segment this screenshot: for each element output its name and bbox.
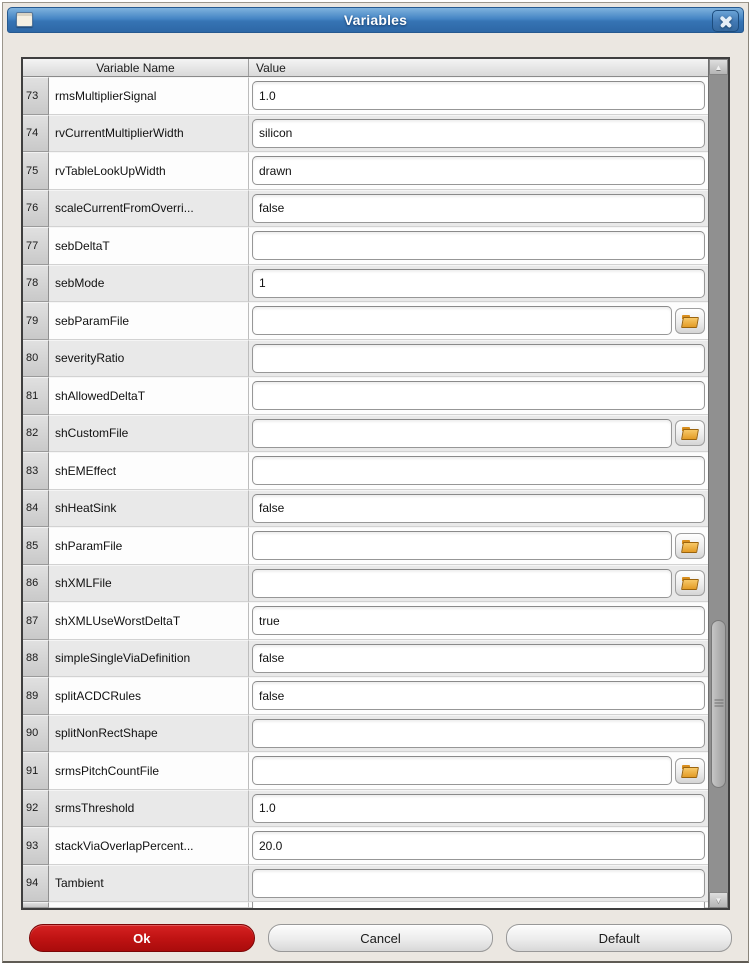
row-number: 84: [23, 490, 49, 528]
value-cell: [249, 752, 708, 790]
value-input[interactable]: [252, 419, 672, 448]
variable-name-cell: sebParamFile: [49, 302, 249, 340]
variable-name-cell: splitNonRectShape: [49, 715, 249, 753]
table-row: [23, 152, 708, 190]
scrollbar-track[interactable]: [709, 75, 728, 892]
row-number: 73: [23, 77, 49, 115]
value-input[interactable]: [252, 569, 672, 598]
value-input[interactable]: [252, 719, 705, 748]
table-row: [23, 527, 708, 565]
value-cell: [249, 490, 708, 528]
browse-file-button[interactable]: [675, 420, 705, 446]
variable-name-cell: srmsThreshold: [49, 790, 249, 828]
table-row: [23, 490, 708, 528]
value-cell: [249, 640, 708, 678]
default-button[interactable]: Default: [506, 924, 732, 952]
value-input[interactable]: [252, 902, 705, 908]
variables-dialog: [2, 2, 749, 963]
row-number: [23, 902, 49, 908]
scrollbar-thumb[interactable]: [711, 620, 726, 788]
value-input[interactable]: [252, 81, 705, 110]
value-cell: [249, 602, 708, 640]
row-number: 79: [23, 302, 49, 340]
value-cell: [249, 340, 708, 378]
value-cell: [249, 827, 708, 865]
row-number: 74: [23, 115, 49, 153]
browse-file-button[interactable]: [675, 533, 705, 559]
value-cell: [249, 227, 708, 265]
value-input[interactable]: [252, 456, 705, 485]
close-button[interactable]: [712, 10, 739, 32]
ok-button[interactable]: Ok: [29, 924, 255, 952]
dialog-footer: [29, 924, 732, 952]
row-number: 88: [23, 640, 49, 678]
table-row-partial: [23, 902, 708, 908]
value-input[interactable]: [252, 494, 705, 523]
value-cell: [249, 302, 708, 340]
row-number: 85: [23, 527, 49, 565]
variable-name-cell: severityRatio: [49, 340, 249, 378]
folder-icon: [682, 577, 698, 589]
value-input[interactable]: [252, 794, 705, 823]
variable-name-cell: sebDeltaT: [49, 227, 249, 265]
value-cell: [249, 677, 708, 715]
titlebar[interactable]: [7, 7, 744, 33]
row-number: 75: [23, 152, 49, 190]
column-header-value: Value: [256, 60, 286, 75]
scroll-down-button[interactable]: ▼: [709, 892, 728, 908]
table-row: [23, 340, 708, 378]
window-menu-icon[interactable]: [16, 12, 33, 27]
table-row: [23, 640, 708, 678]
variable-name-cell: shXMLFile: [49, 565, 249, 603]
value-input[interactable]: [252, 231, 705, 260]
row-number: 94: [23, 865, 49, 903]
value-cell: [249, 190, 708, 228]
row-number: 78: [23, 265, 49, 303]
table-row: [23, 452, 708, 490]
variable-name-cell: shAllowedDeltaT: [49, 377, 249, 415]
table-row: [23, 790, 708, 828]
value-cell: [249, 115, 708, 153]
scroll-up-button[interactable]: ▲: [709, 59, 728, 75]
table-row: [23, 377, 708, 415]
variable-name-cell: simpleSingleViaDefinition: [49, 640, 249, 678]
variable-name-cell: shXMLUseWorstDeltaT: [49, 602, 249, 640]
row-number: 83: [23, 452, 49, 490]
scrollbar-grip-icon: [714, 700, 723, 709]
row-number: 76: [23, 190, 49, 228]
row-number: 92: [23, 790, 49, 828]
value-cell: [249, 902, 708, 908]
row-number: 91: [23, 752, 49, 790]
table-row: [23, 190, 708, 228]
folder-icon: [682, 765, 698, 777]
value-input[interactable]: [252, 869, 705, 898]
table-row: [23, 865, 708, 903]
variable-name-cell: splitACDCRules: [49, 677, 249, 715]
folder-icon: [682, 315, 698, 327]
close-icon: [719, 14, 733, 28]
value-input[interactable]: [252, 644, 705, 673]
variable-name-cell: rvCurrentMultiplierWidth: [49, 115, 249, 153]
row-number: 87: [23, 602, 49, 640]
row-number: 77: [23, 227, 49, 265]
row-number: 86: [23, 565, 49, 603]
variable-name-cell: scaleCurrentFromOverri...: [49, 190, 249, 228]
table-row: [23, 565, 708, 603]
value-input[interactable]: [252, 344, 705, 373]
variable-name-cell: stackViaOverlapPercent...: [49, 827, 249, 865]
value-cell: [249, 77, 708, 115]
variable-name-cell: shCustomFile: [49, 415, 249, 453]
variable-name-cell: rvTableLookUpWidth: [49, 152, 249, 190]
table-row: [23, 677, 708, 715]
variable-name-cell: [49, 902, 249, 908]
variable-name-cell: shEMEffect: [49, 452, 249, 490]
value-cell: [249, 715, 708, 753]
table-row: [23, 752, 708, 790]
window-title: Variables: [343, 12, 408, 28]
value-cell: [249, 565, 708, 603]
row-number: 82: [23, 415, 49, 453]
table-body: [23, 77, 708, 908]
value-cell: [249, 415, 708, 453]
vertical-scrollbar: [708, 59, 728, 908]
value-cell: [249, 265, 708, 303]
browse-file-button[interactable]: [675, 570, 705, 596]
value-input[interactable]: [252, 681, 705, 710]
variable-name-cell: shParamFile: [49, 527, 249, 565]
value-cell: [249, 152, 708, 190]
variable-name-cell: srmsPitchCountFile: [49, 752, 249, 790]
row-number: 90: [23, 715, 49, 753]
variables-table: [21, 57, 730, 910]
table-row: [23, 715, 708, 753]
column-header-variable-name: Variable Name: [23, 59, 249, 76]
table-main: [23, 59, 708, 908]
value-cell: [249, 865, 708, 903]
value-input[interactable]: [252, 606, 705, 635]
table-row: [23, 602, 708, 640]
table-row: [23, 77, 708, 115]
table-row: [23, 302, 708, 340]
row-number: 80: [23, 340, 49, 378]
row-number: 89: [23, 677, 49, 715]
variable-name-cell: sebMode: [49, 265, 249, 303]
value-cell: [249, 790, 708, 828]
value-cell: [249, 377, 708, 415]
folder-icon: [682, 540, 698, 552]
value-input[interactable]: [252, 831, 705, 860]
value-input[interactable]: [252, 756, 672, 785]
value-input[interactable]: [252, 194, 705, 223]
value-input[interactable]: [252, 531, 672, 560]
browse-file-button[interactable]: [675, 758, 705, 784]
row-number: 93: [23, 827, 49, 865]
value-input[interactable]: [252, 269, 705, 298]
value-input[interactable]: [252, 119, 705, 148]
variable-name-cell: Tambient: [49, 865, 249, 903]
browse-file-button[interactable]: [675, 308, 705, 334]
table-row: [23, 265, 708, 303]
cancel-button[interactable]: Cancel: [268, 924, 494, 952]
value-cell: [249, 527, 708, 565]
value-input[interactable]: [252, 381, 705, 410]
value-input[interactable]: [252, 156, 705, 185]
row-number: 81: [23, 377, 49, 415]
table-row: [23, 227, 708, 265]
table-row: [23, 415, 708, 453]
value-input[interactable]: [252, 306, 672, 335]
folder-icon: [682, 427, 698, 439]
table-row: [23, 115, 708, 153]
variable-name-cell: shHeatSink: [49, 490, 249, 528]
table-header: [23, 59, 708, 77]
value-cell: [249, 452, 708, 490]
table-row: [23, 827, 708, 865]
variable-name-cell: rmsMultiplierSignal: [49, 77, 249, 115]
